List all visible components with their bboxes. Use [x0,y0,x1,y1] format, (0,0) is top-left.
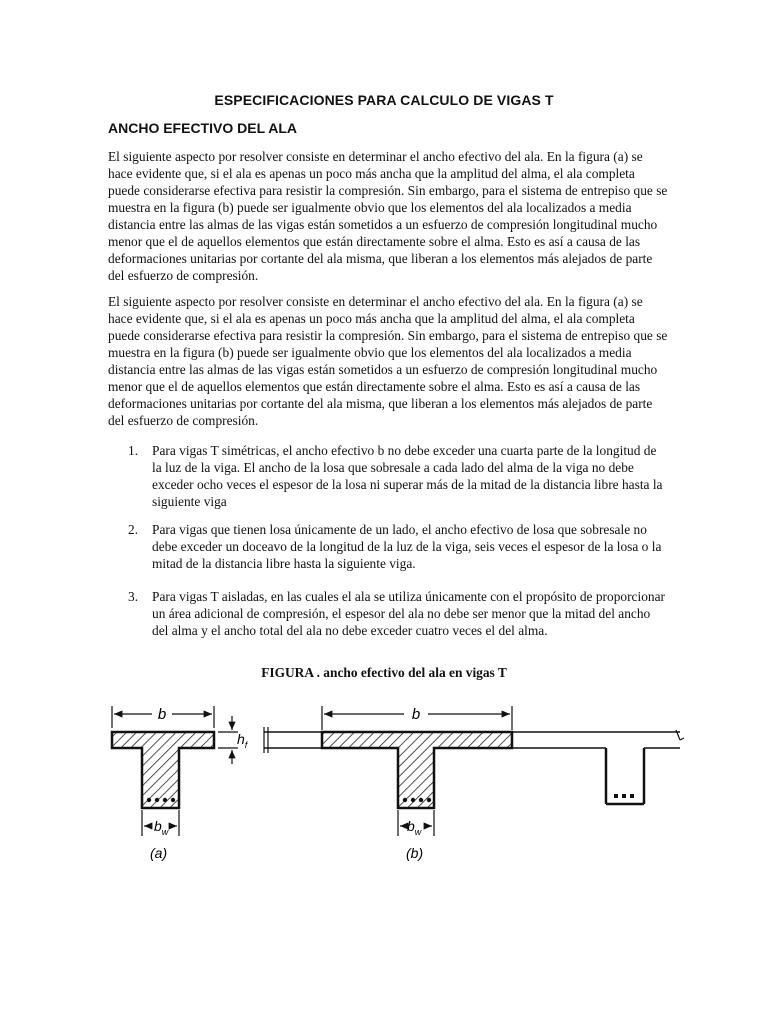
paragraph-2: El siguiente aspecto por resolver consiste en determinar el ancho efectivo del ala. En la figura (a) se hace evidente que, si el ala es apenas un poco más ancha que la amplitud del alma, el ala completa puede considerarse efectiva para resistir la compresión. Sin embargo, para el sistema de entrepiso que se muestra en la figura (b) puede ser igualmente obvio que los elementos del ala localizados a media distancia entre las almas de las vigas están sometidos a un esfuerzo de compresión longitudinal mucho menor que el de aquellos elementos que están directamente sobre el alma. Esto es así a causa de las deformaciones unitarias por cortante del ala misma, que liberan a los elementos más alejados de parte del esfuerzo de compresión. [108,294,668,428]
dim-label-hf: $h_f$ [237,731,248,750]
t-beam-b-section [322,732,512,808]
document-title: ESPECIFICACIONES PARA CALCULO DE VIGAS T [214,92,554,108]
list-text: Para vigas T aisladas, en las cuales el ala se utiliza únicamente con el propósito de proporcionar un área adicional de compresión, el espesor del ala no debe ser menor que la mitad del ancho del alma y el ancho total del ala no debe exceder cuatro veces el del alma. [152,589,666,638]
t-beam-a [112,706,249,861]
dim-label-bw-b: $b_w$ [407,818,422,837]
section-heading: ANCHO EFECTIVO DEL ALA [108,120,298,136]
t-beam-b [264,706,684,861]
panel-label-b: (b) [406,845,424,861]
spec-list-3 [108,588,668,639]
list-item [108,442,668,510]
list-text: Para vigas que tienen losa únicamente de un lado, el ancho efectivo de losa que sobresale no debe exceder un doceavo de la longitud de la luz de la viga, seis veces el espesor de la losa o la mitad de la distancia libre hasta la siguiente viga. [152,522,662,571]
list-number: 2. [128,522,139,537]
figure-caption: FIGURA . ancho efectivo del ala en vigas T [261,665,507,680]
spec-list-2 [108,521,668,572]
list-text: Para vigas T simétricas, el ancho efectivo b no debe exceder una cuarta parte de la longitud de la luz de la viga. El ancho de la losa que sobresale a cada lado del alma de la viga no debe exceder ocho veces el espesor de la losa ni superar más de la mitad de la distancia libre hasta la siguiente viga [152,443,663,509]
list-item [108,521,668,572]
panel-label-a: (a) [150,845,168,861]
rebar-adjacent [614,794,634,798]
paragraph-1: El siguiente aspecto por resolver consiste en determinar el ancho efectivo del ala. En la figura (a) se hace evidente que, si el ala es apenas un poco más ancha que la amplitud del alma, el ala completa puede considerarse efectiva para resistir la compresión. Sin embargo, para el sistema de entrepiso que se muestra en la figura (b) puede ser igualmente obvio que los elementos del ala localizados a media distancia entre las almas de las vigas están sometidos a un esfuerzo de compresión longitudinal mucho menor que el de aquellos elementos que están directamente sobre el alma. Esto es así a causa de las deformaciones unitarias por cortante del ala misma, que liberan a los elementos más alejados de parte del esfuerzo de compresión. [108,149,668,283]
t-beam-a-section [112,732,214,808]
list-item [108,588,668,639]
dim-label-b-a: b [157,706,167,723]
dim-label-bw-a: $b_w$ [154,818,169,837]
dim-label-b-b: b [411,706,421,723]
list-number: 3. [128,589,139,604]
list-number: 1. [128,443,139,458]
t-beam-figure [0,690,768,880]
spec-list-1 [108,442,668,510]
